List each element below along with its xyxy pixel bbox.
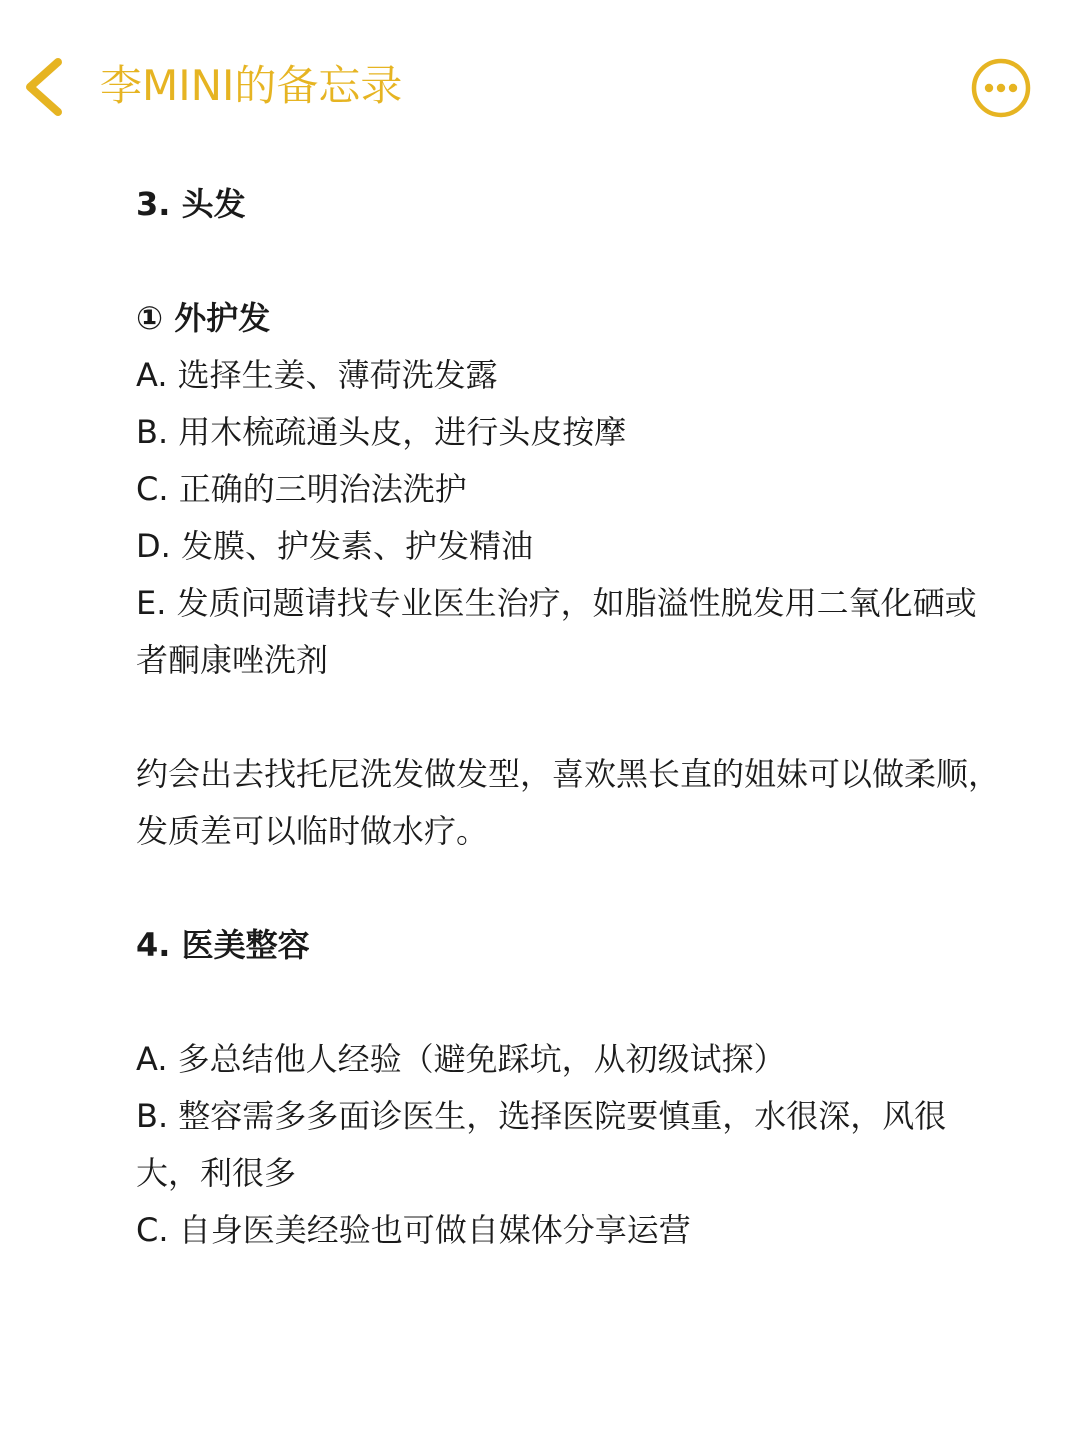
blank-line — [136, 689, 1016, 746]
note-body[interactable] — [136, 176, 1016, 1259]
blank-line — [136, 233, 1016, 290]
note-title: 李MINI的备忘录 — [100, 61, 403, 110]
list-item: B. 用木梳疏通头皮，进行头皮按摩 — [136, 413, 627, 451]
subheading-outer-hair-care: ① 外护发 — [136, 299, 271, 337]
list-item: C. 正确的三明治法洗护 — [136, 470, 467, 508]
list-item: D. 发膜、护发素、护发精油 — [136, 527, 533, 565]
list-item: A. 选择生姜、薄荷洗发露 — [136, 356, 498, 394]
back-button[interactable] — [14, 52, 74, 122]
section-heading-cosmetic: 4. 医美整容 — [136, 926, 310, 964]
more-options-button[interactable] — [969, 56, 1033, 120]
blank-line — [136, 974, 1016, 1031]
list-item: B. 整容需多多面诊医生，选择医院要慎重，水很深，风很大，利很多 — [136, 1097, 947, 1192]
more-horizontal-icon — [969, 56, 1033, 120]
top-bar — [0, 0, 1080, 175]
hair-note-paragraph: 约会出去找托尼洗发做发型，喜欢黑长直的姐妹可以做柔顺，发质差可以临时做水疗。 — [136, 755, 1001, 850]
chevron-left-icon — [14, 52, 74, 122]
section-heading-hair: 3. 头发 — [136, 185, 246, 223]
list-item: A. 多总结他人经验（避免踩坑，从初级试探） — [136, 1040, 786, 1078]
list-item: C. 自身医美经验也可做自媒体分享运营 — [136, 1211, 691, 1249]
blank-line — [136, 860, 1016, 917]
list-item: E. 发质问题请找专业医生治疗，如脂溢性脱发用二氧化硒或者酮康唑洗剂 — [136, 584, 977, 679]
